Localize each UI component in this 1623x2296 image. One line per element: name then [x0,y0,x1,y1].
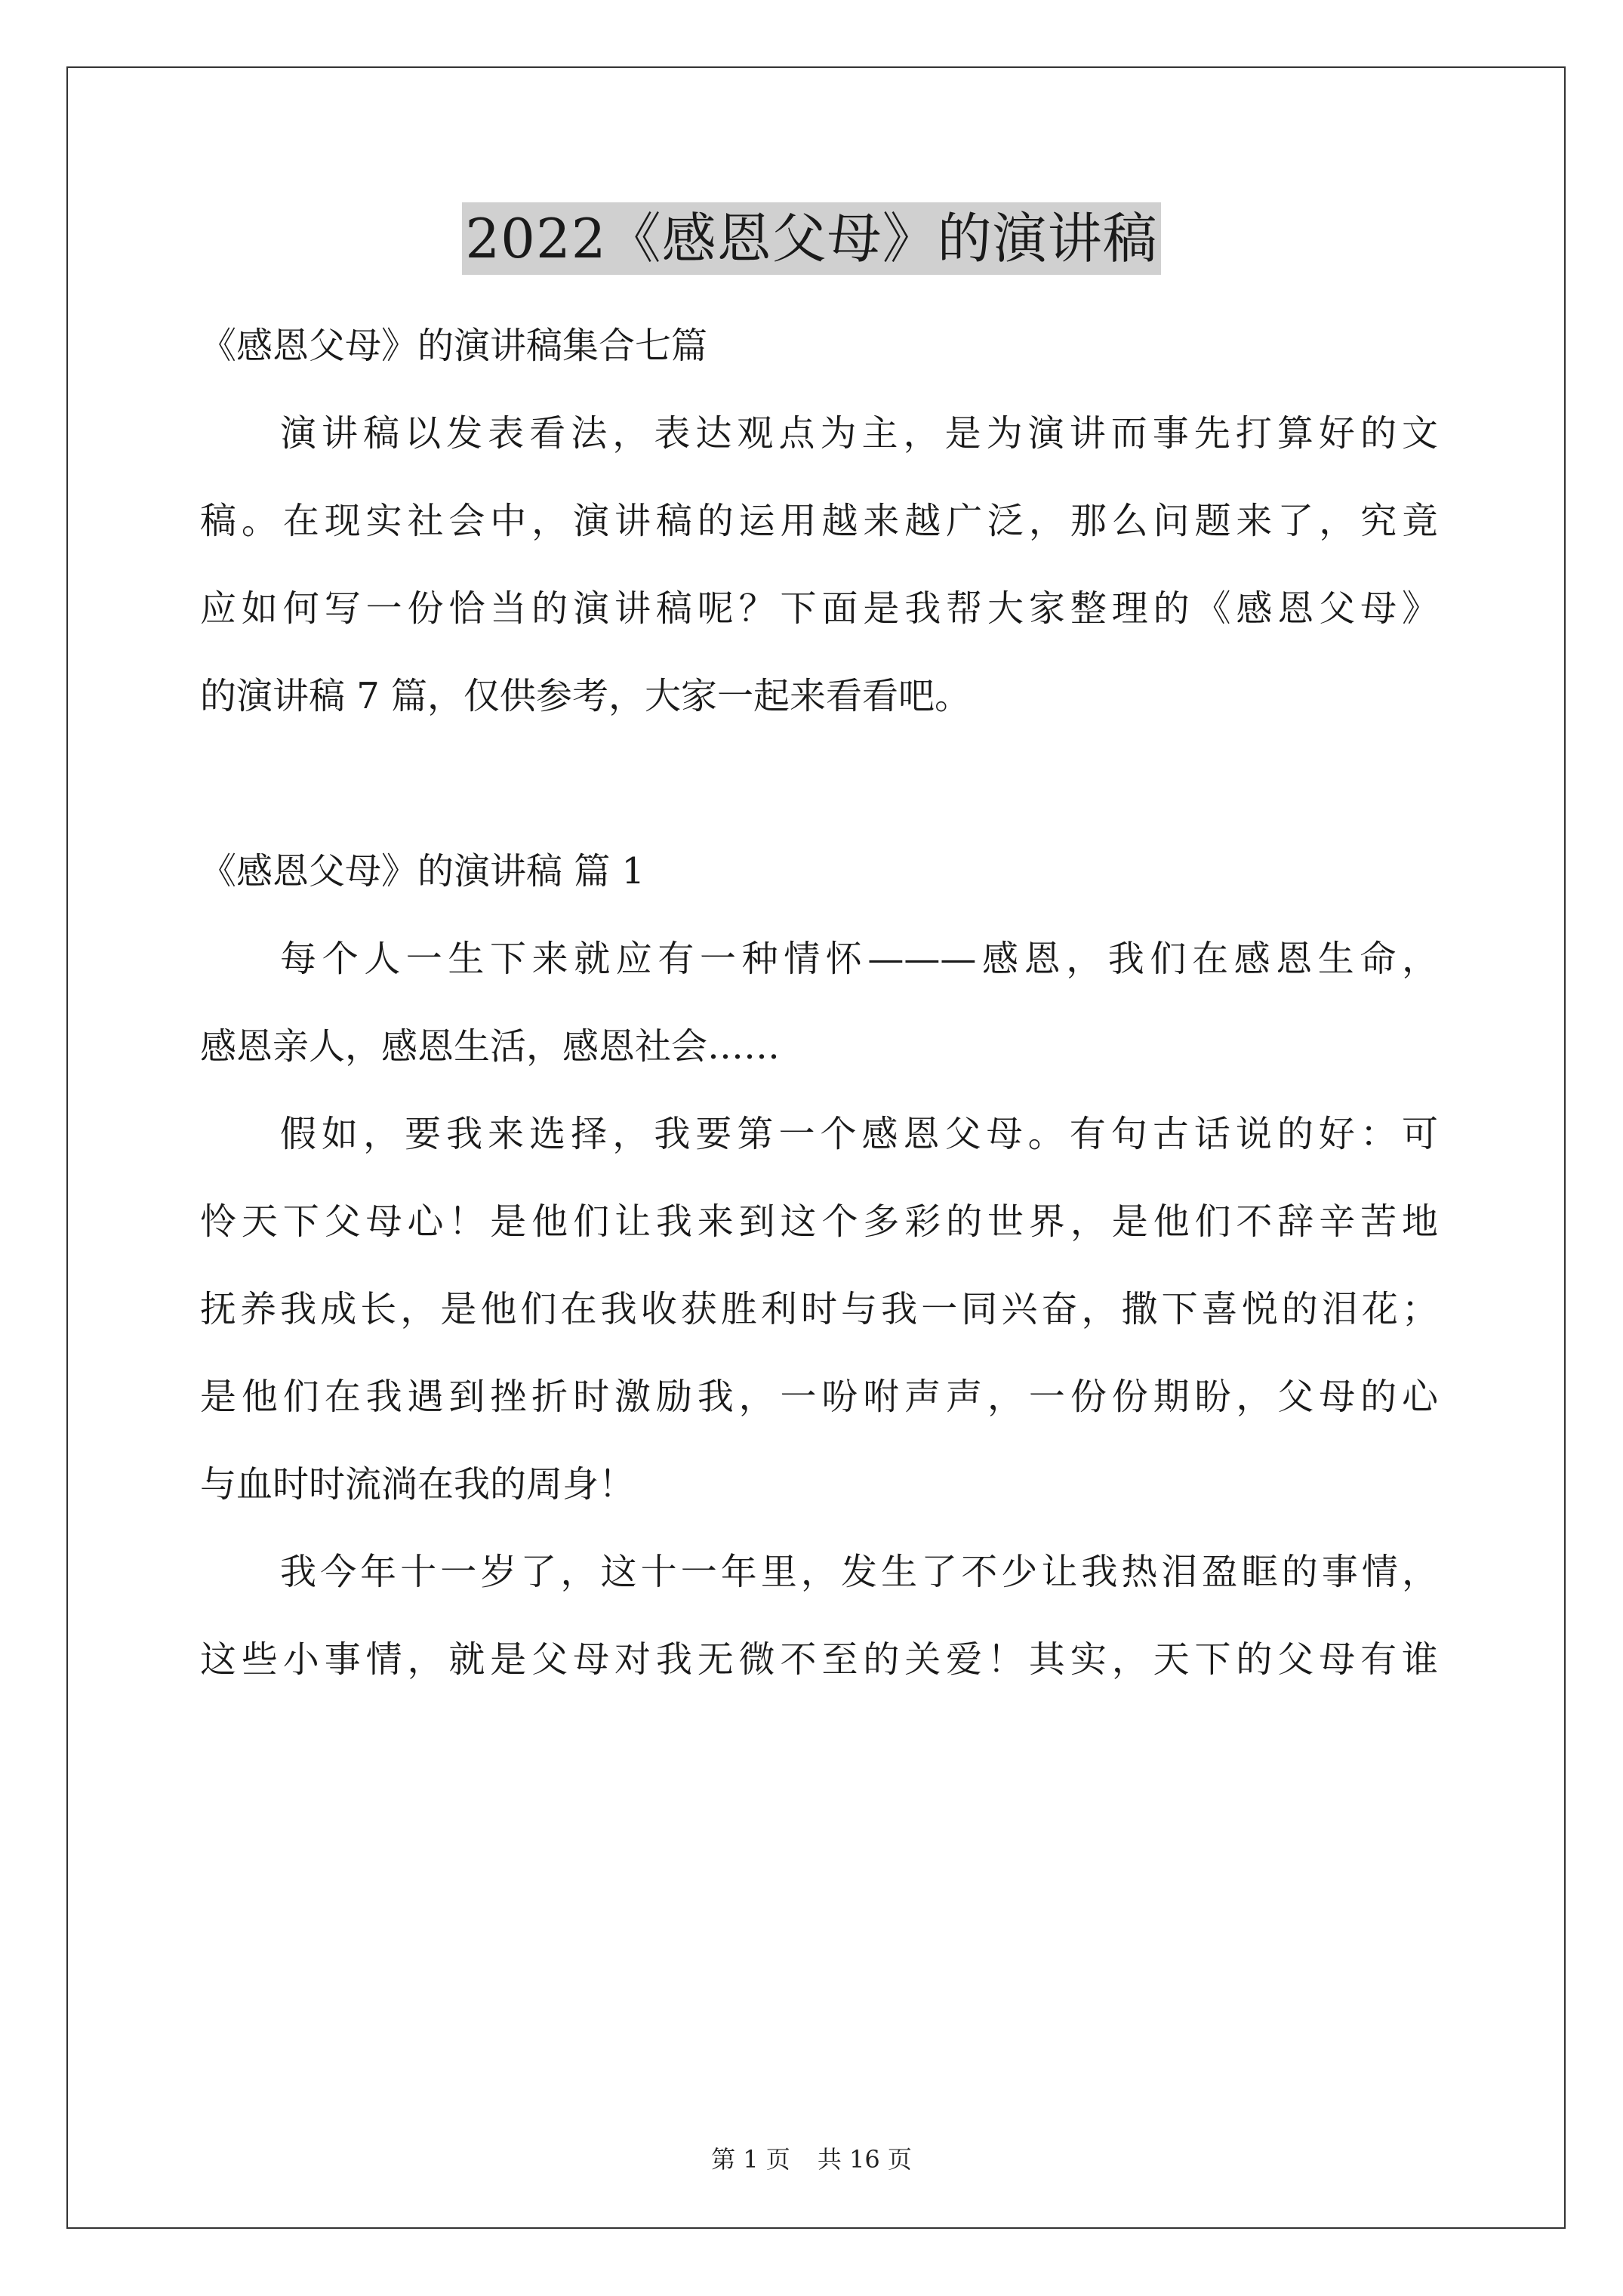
page-number: 第 1 页 [711,2145,790,2174]
paragraph-line: 这些小事情，就是父母对我无微不至的关爱！其实，天下的父母有谁 [200,1638,1438,1681]
page-total: 共 16 页 [817,2145,912,2174]
paragraph-line: 每个人一生下来就应有一种情怀———感恩，我们在感恩生命， [280,938,1438,980]
paragraph-line: 我今年十一岁了，这十一年里，发生了不少让我热泪盈眶的事情， [280,1551,1438,1593]
intro-line: 演讲稿以发表看法，表达观点为主，是为演讲而事先打算好的文 [280,412,1438,455]
paragraph-line: 与血时时流淌在我的周身！ [200,1463,636,1505]
page-footer [0,2144,1623,2174]
title-container [0,202,1623,275]
intro-line: 应如何写一份恰当的演讲稿呢？下面是我帮大家整理的《感恩父母》 [200,587,1438,630]
intro-line: 稿。在现实社会中，演讲稿的运用越来越广泛，那么问题来了，究竟 [200,500,1438,542]
intro-line: 的演讲稿 7 篇，仅供参考，大家一起来看看吧。 [200,675,972,717]
document-title: 2022《感恩父母》的演讲稿 [462,202,1160,275]
paragraph-line: 假如，要我来选择，我要第一个感恩父母。有句古话说的好：可 [280,1113,1438,1155]
paragraph-line: 抚养我成长，是他们在我收获胜利时与我一同兴奋，撒下喜悦的泪花； [200,1288,1438,1330]
document-body [200,302,1438,1703]
spacer [200,740,1438,827]
section-heading: 《感恩父母》的演讲稿 篇 1 [200,850,645,892]
subtitle: 《感恩父母》的演讲稿集合七篇 [200,325,708,367]
paragraph-line: 怜天下父母心！是他们让我来到这个多彩的世界，是他们不辞辛苦地 [200,1200,1438,1243]
paragraph-line: 感恩亲人，感恩生活，感恩社会…… [200,1025,781,1068]
paragraph-line: 是他们在我遇到挫折时激励我，一吩咐声声，一份份期盼，父母的心 [200,1376,1438,1418]
